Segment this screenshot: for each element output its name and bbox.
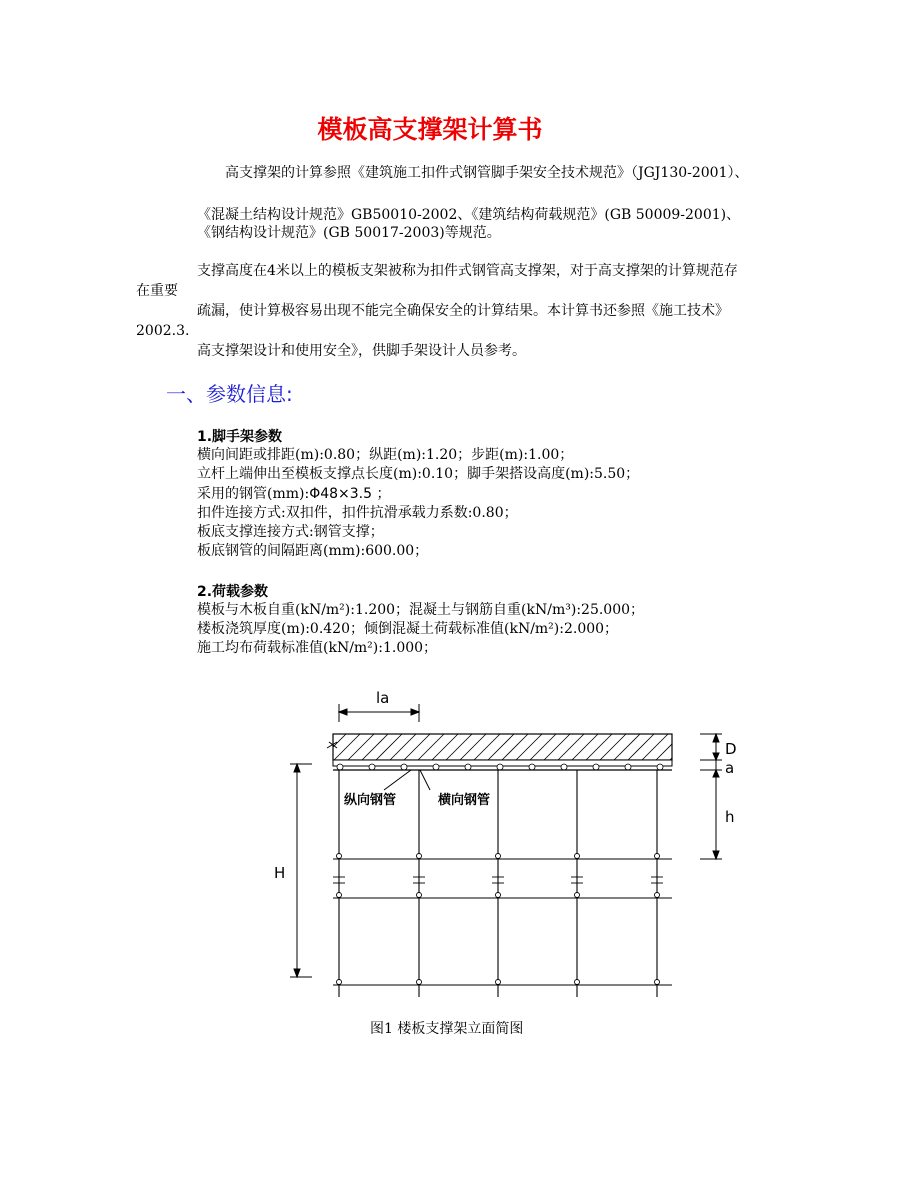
coupler [655,893,660,898]
coupler [496,854,501,859]
intro-line: 2002.3. [136,323,190,339]
intro-line: 《混凝土结构设计规范》GB50010-2002、《建筑结构荷载规范》(GB 50009-2001)、 [197,207,741,223]
param-line: 扣件连接方式:双扣件，扣件抗滑承载力系数:0.80； [197,505,518,521]
slab-hatch-line [698,734,724,760]
coupler [655,980,660,985]
pipe-section [433,764,439,770]
param-text: ； [372,486,391,502]
transverse-pipe-label: 横向钢管 [438,793,491,808]
slab-hatch-line [684,734,710,760]
coupler [575,854,580,859]
horizontal-ledgers [333,859,672,985]
param-line: 横向间距或排距(m):0.80；纵距(m):1.20；步距(m):1.00； [197,447,574,463]
pipe-section [369,764,375,770]
intro-line: 支撑高度在4米以上的模板支架被称为扣件式钢管高支撑架，对于高支撑架的计算规范存 [197,263,738,279]
param-text: 采用的钢管(mm): [197,486,310,502]
slab [320,734,724,760]
param-line: 楼板浇筑厚度(m):0.420；倾倒混凝土荷载标准值(kN/m²):2.000； [197,621,619,637]
figure-caption: 图1 楼板支撑架立面简图 [370,1021,524,1037]
slab-hatch-line [670,734,696,760]
h-label: h [725,808,735,826]
right-dimension [700,734,722,859]
pipe-section [657,764,663,770]
page-title: 模板高支撑架计算书 [317,115,543,144]
coupler [575,980,580,985]
coupler [496,893,501,898]
intro-line: 《钢结构设计规范》(GB 50017-2003)等规范。 [197,225,501,241]
coupler [337,893,342,898]
param-line: 立杆上端伸出至模板支撑点长度(m):0.10；脚手架搭设高度(m):5.50； [197,466,640,482]
coupler [417,854,422,859]
param-line: 模板与木板自重(kN/m²):1.200；混凝土与钢筋自重(kN/m³):25.000； [197,602,645,618]
coupler [417,893,422,898]
load-heading: 2.荷载参数 [197,584,269,600]
pipe-section [593,764,599,770]
pipe-section [529,764,535,770]
pipe-section [401,764,407,770]
coupler [575,893,580,898]
param-line: 板底钢管的间隔距离(mm):600.00； [197,543,429,559]
pipe-spec: Φ48×3.5 [309,486,373,502]
coupler [655,854,660,859]
intro-line: 高支撑架的计算参照《建筑施工扣件式钢管脚手架安全技术规范》（JGJ130-2001）、 [225,165,749,181]
pipe-section [561,764,567,770]
pipe-section [465,764,471,770]
la-label: la [376,689,390,707]
left-dimension [290,764,312,977]
pipe-section [497,764,503,770]
param-line: 板底支撑连接方式:钢管支撑； [197,524,384,540]
section-heading: 一、参数信息: [166,382,293,406]
longitudinal-pipe-label: 纵向钢管 [344,793,397,808]
param-line: 施工均布荷载标准值(kN/m²):1.000； [197,640,438,656]
coupler [337,854,342,859]
coupler [417,980,422,985]
a-label: a [725,759,735,777]
intro-line: 高支撑架设计和使用安全》，供脚手架设计人员参考。 [197,343,526,359]
pipe-section [625,764,631,770]
pipe-label-leaders [384,770,430,790]
intro-line: 疏漏，使计算极容易出现不能完全确保安全的计算结果。本计算书还参照《施工技术》 [197,303,729,319]
coupler [337,980,342,985]
D-label: D [725,740,737,758]
pipe-section [337,764,343,770]
coupler [496,980,501,985]
scaffold-heading: 1.脚手架参数 [197,429,283,445]
H-label: H [274,864,286,882]
intro-line: 在重要 [136,283,178,299]
